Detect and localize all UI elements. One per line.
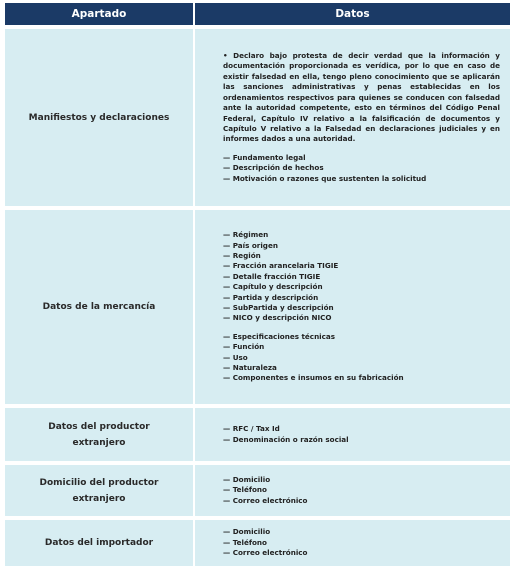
list-item: — Régimen (223, 230, 269, 240)
table-row (5, 25, 510, 206)
row-apartado: Datos de la mercancía (5, 206, 195, 404)
table-row (5, 404, 510, 461)
list-item: — Descripción de hechos (223, 163, 324, 173)
list-item: — Teléfono (223, 485, 267, 495)
row-datos (195, 206, 510, 404)
list (223, 424, 500, 445)
header-datos: Datos (195, 3, 510, 25)
list-item: — Uso (223, 352, 248, 362)
list (223, 230, 500, 324)
list-item: — Detalle fracción TIGIE (223, 271, 321, 281)
table-row (5, 516, 510, 566)
list-item: — Motivación o razones que sustenten la solicitud (223, 173, 427, 183)
list (223, 332, 500, 384)
row-apartado: Manifiestos y declaraciones (5, 25, 195, 206)
list-item: — Función (223, 342, 265, 352)
data-table (5, 3, 510, 566)
row-datos (195, 404, 510, 461)
list-item: — Capítulo y descripción (223, 282, 323, 292)
list-item: — Domicilio (223, 527, 271, 537)
row-datos (195, 516, 510, 566)
table-header-row (5, 3, 510, 25)
list-item: — Teléfono (223, 537, 267, 547)
list-item: — Correo electrónico (223, 495, 308, 505)
list (223, 153, 500, 184)
list-item: — Componentes e insumos en su fabricación (223, 373, 404, 383)
row-apartado: Domicilio del productor extranjero (5, 461, 195, 516)
list-item: — RFC / Tax Id (223, 424, 280, 434)
list-item: — Domicilio (223, 474, 271, 484)
list-item: — Partida y descripción (223, 292, 319, 302)
spacer (223, 145, 500, 153)
row-datos (195, 25, 510, 206)
list-item: — País origen (223, 240, 278, 250)
list-item: — Correo electrónico (223, 548, 308, 558)
list-item: — Región (223, 250, 261, 260)
list-item: — Fundamento legal (223, 152, 306, 162)
list (223, 475, 500, 506)
list-item: — Especificaciones técnicas (223, 331, 336, 341)
list-item: — Denominación o razón social (223, 434, 349, 444)
row-apartado: Datos del productor extranjero (5, 404, 195, 461)
header-apartado: Apartado (5, 3, 195, 25)
list-item: — SubPartida y descripción (223, 303, 334, 312)
spacer (223, 324, 500, 332)
row-apartado: Datos del importador (5, 516, 195, 566)
table-row (5, 206, 510, 404)
list-item: — Naturaleza (223, 363, 277, 373)
declaration-text: • Declaro bajo protesta de decir verdad que la información y documentación proporcionada es verídica, por lo que en caso de existir falsedad en ella, tengo pleno conocimiento que se aplicarán las sanciones administrativas y penas establecidas en los ordenamientos respectivos para quienes se conducen con falsedad ante la autoridad competente, esto en términos del Código Penal Federal, Capítulo IV relativo a la falsificación de documentos y Capítulo V relativo a la Falsedad en declaraciones judiciales y en informes dados a una autoridad. (223, 51, 500, 144)
table-row (5, 461, 510, 516)
list-item: — NICO y descripción NICO (223, 313, 332, 323)
list (223, 527, 500, 558)
row-datos (195, 461, 510, 516)
list-item: — Fracción arancelaria TIGIE (223, 261, 339, 271)
